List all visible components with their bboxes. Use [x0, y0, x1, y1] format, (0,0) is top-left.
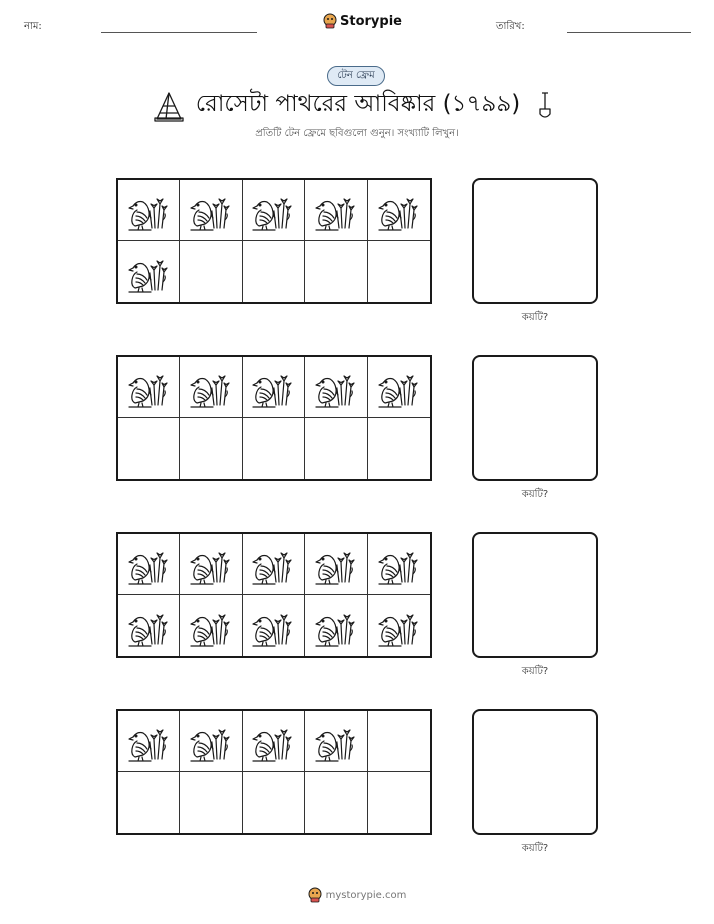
bird-with-papyrus-icon — [251, 365, 295, 409]
ten-frame-cell — [180, 772, 242, 833]
answer-box[interactable] — [472, 709, 598, 835]
bird-with-papyrus-icon — [127, 365, 171, 409]
bird-with-papyrus-icon — [377, 188, 421, 232]
ten-frame-cell — [180, 595, 242, 656]
ten-frame-cell — [243, 772, 305, 833]
ten-frame-cell — [243, 711, 305, 772]
brand-name: Storypie — [340, 13, 402, 29]
bird-with-papyrus-icon — [189, 719, 233, 763]
ten-frame-cell — [180, 241, 242, 302]
bird-with-papyrus-icon — [377, 365, 421, 409]
ten-frame-cell — [118, 241, 180, 302]
instructions: প্রতিটি টেন ফ্রেমে ছবিগুলো গুনুন। সংখ্যাটি লিখুন। — [255, 128, 459, 139]
bird-with-papyrus-icon — [189, 542, 233, 586]
bird-with-papyrus-icon — [377, 542, 421, 586]
ten-frame-cell — [180, 180, 242, 241]
bird-with-papyrus-icon — [127, 542, 171, 586]
bird-with-papyrus-icon — [314, 365, 358, 409]
ten-frame-cell — [243, 357, 305, 418]
bird-with-papyrus-icon — [127, 719, 171, 763]
worksheet-title: রোসেটা পাথরের আবিষ্কার (১৭৯৯) — [195, 91, 521, 117]
bird-with-papyrus-icon — [251, 719, 295, 763]
answer-box[interactable] — [472, 532, 598, 658]
bird-with-papyrus-icon — [377, 604, 421, 648]
date-field[interactable] — [567, 32, 691, 33]
ten-frame-cell — [180, 418, 242, 479]
bird-with-papyrus-icon — [314, 604, 358, 648]
bird-with-papyrus-icon — [189, 365, 233, 409]
ten-frame-cell — [368, 357, 430, 418]
ten-frame-cell — [305, 241, 367, 302]
ten-frame — [116, 532, 432, 658]
ten-frame-cell — [305, 357, 367, 418]
ten-frame-cell — [118, 418, 180, 479]
brand-logo — [323, 13, 402, 29]
ten-frame-cell — [118, 180, 180, 241]
name-field[interactable] — [101, 32, 257, 33]
ten-frame-cell — [243, 241, 305, 302]
ten-frame — [116, 178, 432, 304]
pyramid-icon — [154, 91, 184, 122]
bird-with-papyrus-icon — [314, 188, 358, 232]
answer-box[interactable] — [472, 355, 598, 481]
bird-with-papyrus-icon — [314, 719, 358, 763]
storypie-mascot-icon — [308, 887, 322, 903]
ten-frame-cell — [368, 241, 430, 302]
page-footer — [0, 887, 714, 903]
ten-frame-cell — [118, 357, 180, 418]
ten-frame — [116, 709, 432, 835]
ten-frame-cell — [180, 357, 242, 418]
answer-prompt: কয়টি? — [521, 312, 549, 323]
bird-with-papyrus-icon — [189, 604, 233, 648]
bird-with-papyrus-icon — [127, 250, 171, 294]
ten-frame-cell — [305, 180, 367, 241]
bird-with-papyrus-icon — [189, 188, 233, 232]
footer-url: mystorypie.com — [325, 889, 407, 901]
ten-frame-cell — [305, 595, 367, 656]
answer-box[interactable] — [472, 178, 598, 304]
ten-frame-cell — [180, 711, 242, 772]
date-label: তারিখ: — [496, 21, 525, 32]
bird-with-papyrus-icon — [127, 188, 171, 232]
ten-frame-cell — [305, 772, 367, 833]
bird-with-papyrus-icon — [251, 604, 295, 648]
ten-frame-cell — [243, 180, 305, 241]
ten-frame-cell — [305, 418, 367, 479]
ten-frame-cell — [368, 595, 430, 656]
answer-prompt: কয়টি? — [521, 489, 549, 500]
ten-frame-cell — [118, 595, 180, 656]
bird-with-papyrus-icon — [314, 542, 358, 586]
ten-frame-cell — [305, 534, 367, 595]
ten-frame-cell — [368, 772, 430, 833]
ten-frame-cell — [368, 180, 430, 241]
name-label: নাম: — [24, 21, 42, 32]
ten-frame-cell — [368, 711, 430, 772]
bird-with-papyrus-icon — [251, 542, 295, 586]
ten-frame-cell — [243, 418, 305, 479]
ten-frame-cell — [243, 534, 305, 595]
shovel-icon — [537, 91, 553, 121]
ten-frame-cell — [118, 772, 180, 833]
ten-frame-cell — [118, 711, 180, 772]
ten-frame-cell — [305, 711, 367, 772]
answer-prompt: কয়টি? — [521, 666, 549, 677]
ten-frame — [116, 355, 432, 481]
storypie-mascot-icon — [323, 13, 337, 29]
ten-frame-cell — [368, 534, 430, 595]
answer-prompt: কয়টি? — [521, 843, 549, 854]
bird-with-papyrus-icon — [251, 188, 295, 232]
ten-frame-cell — [368, 418, 430, 479]
ten-frame-cell — [180, 534, 242, 595]
ten-frame-cell — [243, 595, 305, 656]
bird-with-papyrus-icon — [127, 604, 171, 648]
worksheet-type-badge: টেন ফ্রেম — [327, 66, 385, 86]
ten-frame-cell — [118, 534, 180, 595]
